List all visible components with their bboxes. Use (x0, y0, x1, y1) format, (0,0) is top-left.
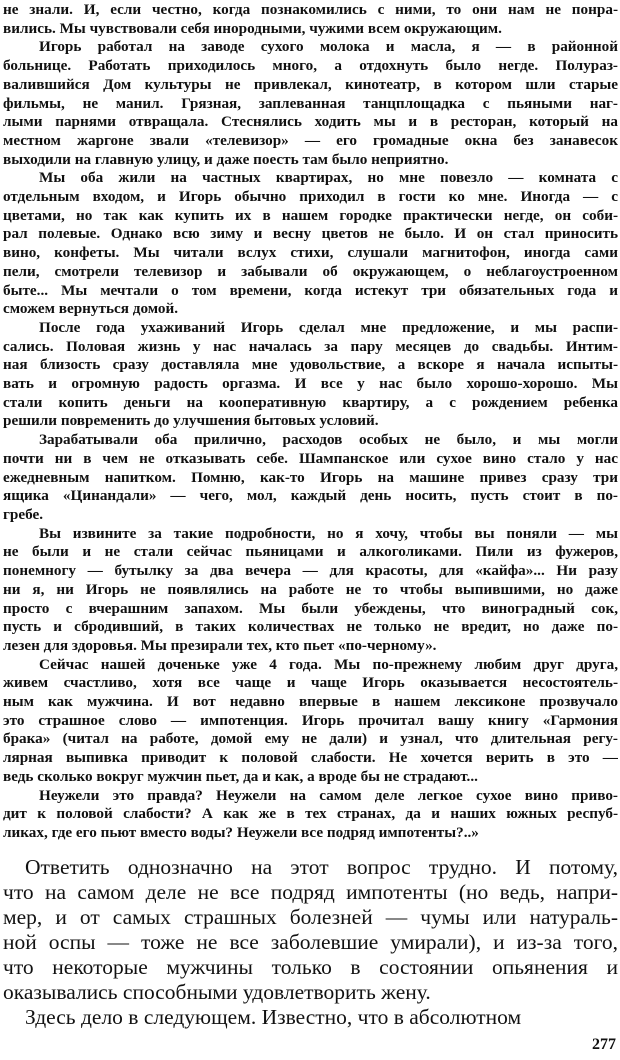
text-line: лярная выпивка приводит к половой слабости. Не хочется верить в это — (3, 749, 618, 767)
text-line: что некоторые мужчины только в состоянии опьянения и (3, 955, 618, 979)
paragraph (3, 38, 618, 169)
text-line: просто с вчерашним запахом. Мы были убеждены, что виноградный сок, (3, 599, 618, 617)
text-line: ным как мужчина. И вот недавно впервые в нашем лексиконе прозвучало (3, 693, 618, 711)
text-line: вать и огромную радость оргазма. И все у нас было хорошо-хорошо. Мы (3, 375, 618, 393)
letter-quote-block (3, 1, 618, 843)
paragraph (3, 855, 618, 1005)
text-line: Зарабатывали оба прилично, расходов особых не было, и мы могли (39, 431, 618, 449)
text-line: ная близость сразу доставляла мне удовольствие, а вскоре я начала испыты- (3, 356, 618, 374)
text-line: брака» (читал на работе, домой ему не дали) и узнал, что длительная регу- (3, 730, 618, 748)
text-line: Вы извините за такие подробности, но я хочу, чтобы вы поняли — мы (39, 524, 618, 542)
text-line: почти ни в чем не отказывать себе. Шампанское или сухое вино стало у нас (3, 449, 618, 467)
text-line: не знали. И, если честно, когда познакомились с ними, то они нам не понра- (3, 1, 618, 18)
text-line: решили повременить до улучшения бытовых условий. (3, 412, 379, 430)
text-line: рал полевые. Однако всю зиму и весну цветов не было. И он стал приносить (3, 225, 618, 243)
paragraph (3, 1005, 618, 1030)
author-answer-block (3, 855, 618, 1030)
text-line: дит к половой слабости? А как же в тех странах, да и наших южных респуб- (3, 805, 618, 823)
text-line: ной оспы — тоже не все заболевшие умирали), и из-за того, (3, 930, 618, 954)
page-number: 277 (592, 1036, 616, 1053)
text-line: больнице. Работать приходилось много, а отдохнуть было негде. Полураз- (3, 57, 618, 75)
text-line: ящика «Цинандали» — чего, мол, каждый день носить, пусть стоит в по- (3, 487, 618, 505)
text-line: ликах, где его пьют вместо воды? Неужели все подряд импотенты?..» (3, 823, 479, 841)
paragraph (3, 1, 618, 38)
text-line: живем счастливо, хотя все чаще и чаще Игорь оказывается несостоятель- (3, 674, 618, 692)
text-line: сались. Половая жизнь у нас началась за пару месяцев до свадьбы. Интим- (3, 337, 618, 355)
text-line: Ответить однозначно на этот вопрос трудно. И потому, (25, 855, 618, 879)
text-line: После года ухаживаний Игорь сделал мне предложение, и мы распи- (39, 318, 618, 336)
text-line: не были и не стали сейчас пьяницами и алкоголиками. Пили из фужеров, (3, 543, 618, 561)
text-line: отдельным входом, и Игорь обычно приходил в гости ко мне. Иногда — с (3, 188, 618, 206)
text-line: Мы оба жили на частных квартирах, но мне повезло — комната с (39, 169, 618, 187)
paragraph (3, 656, 618, 787)
text-line: выходили на главную улицу, и даже поесть там было неприятно. (3, 150, 449, 168)
text-line: Сейчас нашей доченьке уже 4 года. Мы по-прежнему любим друг друга, (39, 655, 618, 673)
paragraph (3, 525, 618, 656)
text-line: ежедневным напитком. Помню, как-то Игорь на машине привез сразу три (3, 468, 618, 486)
text-line: понемногу — бутылку за два вечера — для красоты, для «кайфа»... Ни разу (3, 562, 618, 580)
text-line: Игорь работал на заводе сухого молока и масла, я — в районной (39, 38, 618, 56)
paragraph (3, 431, 618, 525)
text-line: мер, и от самых страшных болезней — чумы или натураль- (3, 905, 618, 929)
text-line: вились. Мы чувствовали себя инородными, чужими всем окружающим. (3, 19, 502, 37)
text-line: местном жаргоне звали «телевизор» — его громадные окна без занавесок (3, 131, 618, 149)
text-line: сможем вернуться домой. (3, 300, 179, 318)
text-line: лыми парнями отвращала. Стеснялись ходить мы и в ресторан, который на (3, 113, 618, 131)
text-line: пусть и сбродивший, в таких количествах не только не вредит, но даже по- (3, 618, 618, 636)
text-line: оказывались способными удовлетворить жену. (3, 980, 431, 1004)
text-line: цветами, но так как купить их в нашем городке практически негде, он соби- (3, 206, 618, 224)
text-line: это страшное слово — импотенция. Игорь прочитал вашу книгу «Гармония (3, 711, 618, 729)
paragraph (3, 169, 618, 319)
text-line: Неужели это правда? Неужели на самом деле легкое сухое вино приво- (39, 786, 618, 804)
paragraph (3, 319, 618, 431)
text-line: пели, смотрели телевизор и забывали об окружающем, о неблагоустроенном (3, 262, 618, 280)
text-line: стали копить деньги на кооперативную квартиру, а с рождением ребенка (3, 393, 618, 411)
text-line: ни я, ни Игорь не появлялись на работе не то чтобы выпившими, но даже (3, 580, 618, 598)
text-line: ведь сколько вокруг мужчин пьет, да и как, а вроде бы не страдают... (3, 767, 478, 785)
text-line: фильмы, не манил. Грязная, заплеванная танцплощадка с пьяными наг- (3, 94, 618, 112)
text-line: что на самом деле не все подряд импотенты (но ведь, напри- (3, 880, 618, 904)
text-line: вино, конфеты. Мы читали вслух стихи, слушали магнитофон, иногда сами (3, 244, 618, 262)
text-line: Здесь дело в следующем. Известно, что в абсолютном (25, 1005, 522, 1029)
paragraph (3, 787, 618, 843)
text-line: лезен для здоровья. Мы презирали тех, кто пьет «по-черному». (3, 636, 437, 654)
text-line: гребе. (3, 505, 44, 523)
text-line: быте... Мы мечтали о том времени, когда истекут три обязательных года и (3, 281, 618, 299)
text-line: валившийся Дом культуры не привлекал, кинотеатр, в котором шли старые (3, 75, 618, 93)
